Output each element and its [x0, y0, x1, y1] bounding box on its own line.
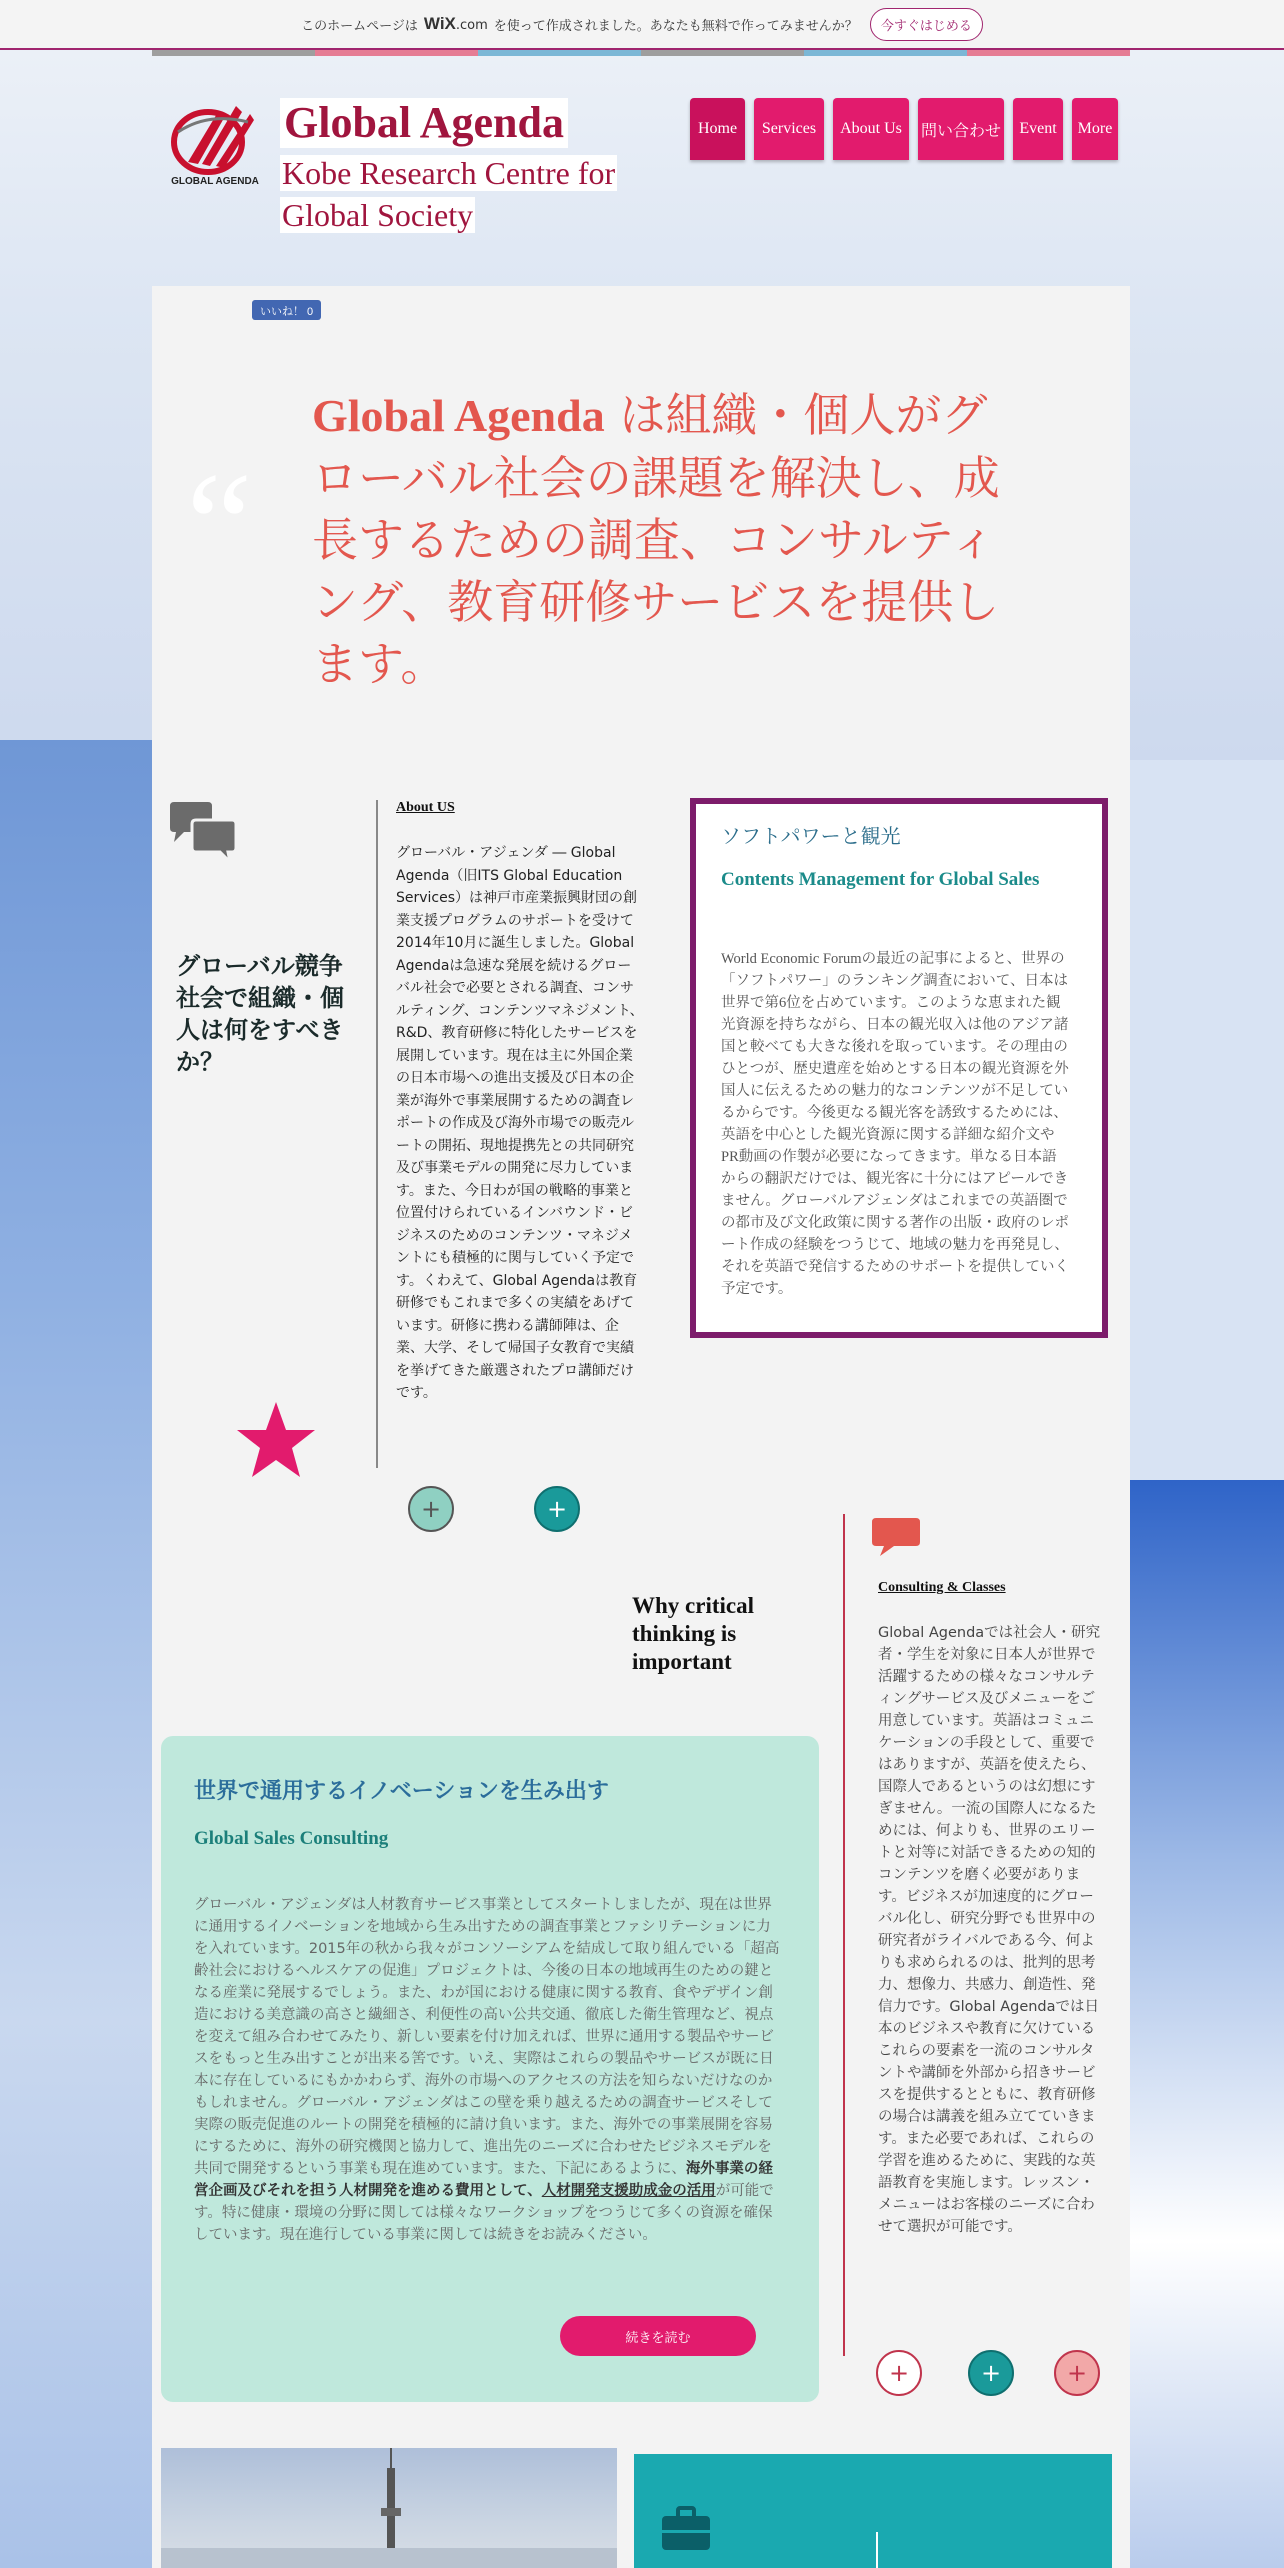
plus-circle-icon[interactable]: +: [1054, 2350, 1100, 2396]
consulting-body: Global Agendaでは社会人・研究者・学生を対象に日本人が世界で活躍するための様々なコンサルティングサービス及びメニューをご用意しています。英語はコミュニケーションの手段として、重要ではありますが、英語を使えたら、国際人であるというのは幻想にすぎません。一流の国際人になるためには、何よりも、世界のエリートと対等に対話できるための知的コンテンツを磨く必要があります。ビジネスが加速度的にグローバル化し、研究分野でも世界中の研究者がライバルである今、何よりも求められるのは、批判的思考力、想像力、共感力、創造性、発信力です。Global Agendaでは日本のビジネスや教育に欠けているこれらの要素を一流のコンサルタントや講師を外部から招きサービスを提供するとともに、教育研修の場合は講義を組み立てていきます。また必要であれば、これらの学習を進めるために、実践的な英語教育を実施します。レッスン・メニューはお客様のニーズに合わせて選択が可能です。: [878, 1625, 1101, 2235]
color-stripe: [152, 50, 1130, 56]
quote-icon: “: [186, 442, 253, 608]
nav-contact[interactable]: 問い合わせ: [918, 98, 1004, 160]
innovation-title: 世界で通用するイノベーションを生み出す: [194, 1779, 609, 1804]
site-subtitle-line1: Kobe Research Centre for: [282, 155, 616, 191]
site-subtitle-line2: Global Society: [282, 197, 474, 233]
innovation-bold: 海外事業の経営企画及びそれを担う人材開発を進める費用として、: [194, 2161, 773, 2199]
subsidy-link[interactable]: 人材開発支援助成金の活用: [541, 2183, 716, 2199]
background-right-decoration: [1130, 1480, 1284, 2568]
plus-circle-icon[interactable]: +: [534, 1486, 580, 1532]
wix-start-button[interactable]: 今すぐはじめる: [870, 8, 983, 41]
nav-event[interactable]: Event: [1013, 98, 1063, 160]
star-icon: [236, 1400, 316, 1480]
soft-power-body: World Economic Forumの最近の記事によると、世界の「ソフトパワー」のランキング調査において、日本は世界で第6位を占めています。このような恵まれた観光資源を持ちながら、日本の観光収入は他のアジア諸国と較べても大きな後れを取っています。その理由のひとつが、歴史遺産を始めとする日本の観光資源を外国人に伝えるための魅力的なコンテンツが不足しているからです。今後更なる観光客を誘致するためには、英語を中心とした観光資源に関する詳細な紹介文やPR動画の作製が必要になってきます。単なる日本語からの翻訳だけでは、観光客に十分にはアピールできません。グローバルアジェンダはこれまでの英語圏での都市及び文化政策に関する著作の出版・政府のレポート作成の経験をつうじて、地域の魅力を再発見し、それを英語で発信するためのサポートを提供していく予定です。: [721, 951, 1069, 1297]
nav-home[interactable]: Home: [690, 98, 745, 160]
innovation-subtitle: Global Sales Consulting: [194, 1828, 389, 1849]
plus-circle-icon[interactable]: +: [968, 2350, 1014, 2396]
about-body: グローバル・アジェンダ ― Global Agenda（旧ITS Global Education Services）は神戸市産業振興財団の創業支援プログラムのサポートを受けて2014年10月に誕生しました。Global Agendaは急速な発展を続けるグローバル社会で必要とされる調査、コンサルティング、コンテンツマネジメント、R&D、教育研修に特化したサービスを展開しています。現在は主に外国企業の日本市場への進出支援及び日本の企業が海外で事業展開するための調査レポートの作成及び海外市場での販売ルートの開拓、現地提携先との共同研究及び事業モデルの開発に尽力しています。また、今日わが国の戦略的事業と位置付けられているインバウンド・ビジネスのためのコンテンツ・マネジメントにも積極的に関与していく予定です。くわえて、Global Agendaは教育研修でもこれまで多くの実績をあげています。研修に携わる講師陣は、企業、大学、そして帰国子女教育で実績を挙げてきた厳選されたプロ講師だけです。: [396, 845, 644, 1401]
facebook-like-button[interactable]: いいね！ 0: [252, 300, 321, 320]
why-critical-thinking-title: Why critical thinking is important: [632, 1593, 754, 1674]
nav-services[interactable]: Services: [754, 98, 824, 160]
plus-circle-icon[interactable]: +: [876, 2350, 922, 2396]
about-question: グローバル競争社会で組織・個人は何をすべきか？: [176, 952, 344, 1076]
site-subtitle: [280, 152, 650, 236]
background-left-decoration: [0, 740, 152, 2568]
speech-bubble-icon: [872, 1516, 920, 1558]
divider-line: [843, 1514, 845, 2356]
wix-banner-text-after: を使って作成されました。あなたも無料で作ってみませんか？: [493, 18, 858, 34]
about-heading: About US: [396, 800, 455, 815]
chat-bubbles-icon: [166, 800, 242, 866]
city-tower-photo: [161, 2448, 617, 2568]
hero-headline-en: Global Agenda: [312, 390, 605, 441]
site-title[interactable]: Global Agenda: [280, 98, 568, 148]
plus-circle-icon[interactable]: +: [408, 1486, 454, 1532]
read-more-button[interactable]: 続きを読む: [560, 2316, 756, 2356]
nav-about-us[interactable]: About Us: [833, 98, 909, 160]
innovation-body: グローバル・アジェンダは人材教育サービス事業としてスタートしましたが、現在は世界に通用するイノベーションを地域から生み出すための調査事業とファシリテーションに力を入れています。2015年の秋から我々がコンソーシアムを結成して取り組んでいる「超高齢社会におけるヘルスケアの促進」プロジェクトは、今後の日本の地域再生のための鍵となる産業に発展するでしょう。また、わが国における健康に関する教育、食やデザイン創造における美意識の高さと繊細さ、利便性の高い公共交通、徹底した衛生管理など、視点を変えて組み合わせてみたり、新しい要素を付け加えれば、世界に通用する製品やサービスをもっと生み出すことが出来る筈です。いえ、実際はこれらの製品やサービスが既に日本に存在しているにもかかわらず、海外の市場へのアクセスの方法を知らないだけなのかもしれません。グローバル・アジェンダはこの壁を乗り越えるための調査サービスそして実際の販売促進のルートの開発を積極的に請け負います。また、海外での事業展開を容易にするために、海外の研究機関と協力して、進出先のニーズに合わせたビジネスモデルを共同で開発するという事業も現在進めています。また、下記にあるように、海外事業の経営企画及びそれを担う人材開発を進める費用として、人材開発支援助成金の活用が可能です。特に健康・環境の分野に関しては様々なワークショップをつうじて多くの資源を確保しています。現在進行している事業に関しては続きをお読みください。: [194, 1897, 780, 2243]
divider-line: [376, 800, 378, 1468]
hero-headline-ja: は組織・個人がグローバル社会の課題を解決し、成長するための調査、コンサルティング、教育研修サービスを提供します。: [312, 388, 1000, 691]
soft-power-title: ソフトパワーと観光: [721, 824, 901, 848]
nav-more[interactable]: More: [1072, 98, 1118, 160]
wix-banner-text-before: このホームページは: [301, 18, 418, 34]
wix-logo[interactable]: WiX.com: [423, 14, 488, 33]
soft-power-subtitle: Contents Management for Global Sales: [721, 869, 1040, 890]
consulting-heading: Consulting & Classes: [878, 1580, 1006, 1595]
wix-banner: [0, 0, 1284, 50]
main-nav: [690, 98, 1118, 160]
logo-text: GLOBAL AGENDA: [171, 176, 259, 187]
divider-line: [876, 2532, 878, 2568]
briefcase-icon: [660, 2506, 712, 2552]
hero-headline: [312, 384, 1012, 695]
